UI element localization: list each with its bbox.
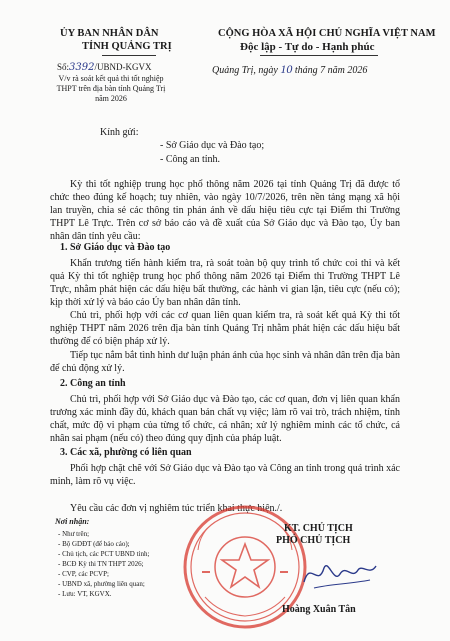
recipients-label: Nơi nhận: (55, 517, 90, 526)
recipient-2: - Công an tỉnh. (160, 154, 220, 165)
issuing-authority: ỦY BAN NHÂN DÂN (60, 28, 159, 39)
doc-number-handwritten: 3392 (69, 62, 95, 73)
document-subject: V/v rà soát kết quả thi tốt nghiệp THPT trên địa bàn tỉnh Quảng Trị năm 2026 (56, 74, 166, 103)
section-1-paragraph-c: Tiếp tục nắm bắt tình hình dư luận phản ánh của học sinh và nhân dân trên địa bàn để chủ động xử lý. (50, 350, 400, 375)
signature-title-1: KT. CHỦ TỊCH (284, 523, 353, 534)
recipient-1: - Sở Giáo dục và Đào tạo; (160, 140, 265, 151)
section-2-paragraph: Chủ trì, phối hợp với Sở Giáo dục và Đào tạo, các cơ quan, đơn vị liên quan khẩn trương xác minh đầy đủ, khách quan bản chất vụ việc; làm rõ vai trò, trách nhiệm, tính chất, mức độ vi phạm của từng tổ chức, cá nhân; xử lý nghiêm minh các tổ chức, cá nhân sai phạm (nếu có) theo đúng quy định của pháp luật. (50, 394, 400, 445)
doc-number-prefix: Số: (57, 62, 70, 72)
recipient-list-item: - UBND xã, phường liên quan; (58, 580, 145, 588)
header-left-rule (102, 55, 156, 56)
place-date (212, 62, 367, 77)
section-heading-1: 1. Sở Giáo dục và Đào tạo (60, 242, 171, 253)
recipient-list-item: - CVP, các PCVP; (58, 570, 109, 578)
recipient-list-item: - Như trên; (58, 530, 90, 538)
doc-number-suffix: /UBND-KGVX (94, 62, 152, 72)
place-day-handwritten: 10 (280, 62, 293, 76)
document-number (57, 62, 151, 73)
salutation-label: Kính gửi: (100, 127, 139, 138)
recipient-list-item: - Lưu: VT, KGVX. (58, 590, 112, 598)
recipient-list-item: - Bộ GDĐT (để báo cáo); (58, 540, 130, 548)
national-title: CỘNG HÒA XÃ HỘI CHỦ NGHĨA VIỆT NAM (218, 28, 436, 39)
intro-paragraph: Kỳ thi tốt nghiệp trung học phổ thông năm 2026 tại tỉnh Quảng Trị đã được tổ chức theo đúng kế hoạch; tuy nhiên, vào ngày 10/7/2026, trên nền tảng mạng xã hội lan truyền, chia sẻ các thông tin phản ánh về dấu hiệu tiêu cực tại Điểm thi Trường THPT Lê Trực. Trên cơ sở báo cáo và đề xuất của Sở Giáo dục và Đào tạo, Ủy ban nhân dân tỉnh yêu cầu: (50, 179, 400, 243)
section-1-paragraph-a: Khẩn trương tiến hành kiểm tra, rà soát toàn bộ quy trình tổ chức coi thi và kết quả Kỳ thi tốt nghiệp trung học phổ thông năm 2026 tại Điểm thi Trường THPT Lê Trực, nhằm phát hiện các dấu hiệu bất thường, các hành vi gian lận, tiêu cực (nếu có); kịp thời xử lý và báo cáo Ủy ban nhân dân tỉnh. (50, 258, 400, 309)
section-heading-2: 2. Công an tỉnh (60, 378, 126, 389)
section-3-paragraph: Phối hợp chặt chẽ với Sở Giáo dục và Đào tạo và Công an tỉnh trong quá trình xác minh, làm rõ vụ việc. (50, 463, 400, 488)
recipient-list-item: - Chủ tịch, các PCT UBND tỉnh; (58, 550, 150, 558)
section-heading-3: 3. Các xã, phường có liên quan (60, 447, 192, 458)
place-suffix: tháng 7 năm 2026 (294, 65, 368, 76)
national-motto: Độc lập - Tự do - Hạnh phúc (240, 41, 375, 53)
recipient-list-item: - BCĐ Kỳ thi TN THPT 2026; (58, 560, 144, 568)
header-right-rule (260, 55, 378, 56)
section-1-paragraph-b: Chủ trì, phối hợp với các cơ quan liên quan kiểm tra, rà soát kết quả Kỳ thi tốt nghiệp THPT năm 2026 trên địa bàn tỉnh Quảng Trị nhằm phát hiện các dấu hiệu bất thường để có biện pháp xử lý. (50, 310, 400, 348)
signature-title-2: PHÓ CHỦ TỊCH (276, 535, 351, 546)
issuing-province: TỈNH QUẢNG TRỊ (82, 41, 172, 52)
signer-name: Hoàng Xuân Tân (282, 604, 356, 615)
handwritten-signature (300, 554, 380, 594)
closing-request: Yêu cầu các đơn vị nghiêm túc triển khai thực hiện./. (70, 503, 283, 514)
place-prefix: Quảng Trị, ngày (212, 65, 278, 76)
